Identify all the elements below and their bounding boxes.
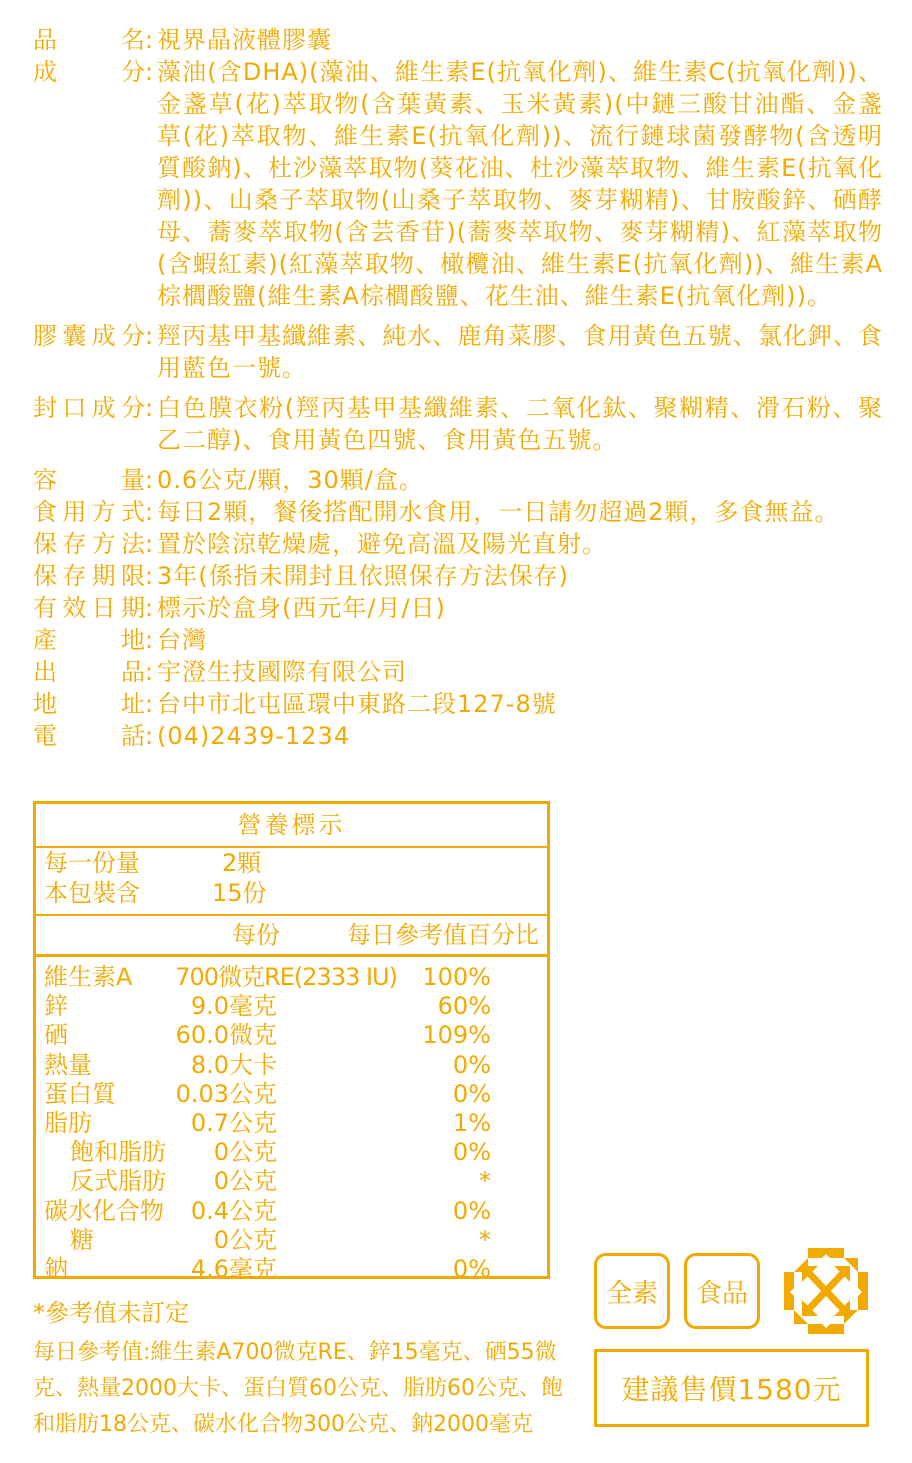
nutrient-amount: 0公克 (213, 1225, 277, 1254)
info-colon: : (145, 722, 154, 750)
nutrient-amount: 0.7公克 (190, 1108, 277, 1137)
nutrition-title: 營養標示 (36, 804, 547, 848)
info-label: 保 存 期 限 (33, 562, 145, 590)
recycle-icon (784, 1248, 868, 1334)
info-colon: : (145, 594, 154, 622)
info-label: 產 地 (33, 626, 145, 654)
info-row (33, 720, 883, 752)
nutrient-percent: 0% (452, 1254, 491, 1283)
info-colon: : (145, 466, 154, 494)
serving-info (36, 848, 547, 916)
info-row (33, 392, 883, 456)
nutrient-percent: 0% (452, 1079, 491, 1108)
nutrient-amount: 0公克 (213, 1138, 277, 1167)
info-label: 封 口 成 分 (33, 394, 145, 422)
nutrient-percent: 0% (452, 1196, 491, 1225)
nutrition-row (36, 1197, 547, 1226)
nutrition-header (36, 916, 547, 957)
product-info (33, 24, 883, 752)
nutrition-row (36, 1051, 547, 1080)
nutrition-table (33, 801, 550, 1283)
info-label: 成 分 (33, 58, 145, 86)
nutrient-name: 鈉 (44, 1254, 68, 1283)
info-row (33, 624, 883, 656)
nutrient-percent: 109% (422, 1021, 491, 1050)
info-row (33, 592, 883, 624)
info-row (33, 56, 883, 312)
nutrient-percent: 0% (452, 1050, 491, 1079)
info-colon: : (145, 58, 154, 86)
nutrient-percent: 100% (422, 963, 491, 991)
info-colon: : (145, 530, 154, 558)
info-value: 視界晶液體膠囊 (157, 26, 332, 54)
info-colon: : (145, 690, 154, 718)
nutrient-name: 反式脂肪 (70, 1167, 166, 1196)
info-label: 電 話 (33, 722, 145, 750)
nutrition-row (36, 1021, 547, 1050)
info-label: 出 品 (33, 658, 145, 686)
nutrient-percent: 0% (452, 1138, 491, 1167)
info-colon: : (145, 658, 154, 686)
info-label: 膠 囊 成 分 (33, 322, 145, 350)
info-value: 每日2顆，餐後搭配開水食用，一日請勿超過2顆，多食無益。 (157, 498, 840, 526)
nutrition-row (36, 1167, 547, 1196)
info-value: 台中市北屯區環中東路二段127-8號 (157, 690, 557, 718)
info-value: (04)2439-1234 (157, 722, 351, 750)
info-row (33, 320, 883, 384)
info-value: 標示於盒身(西元年/月/日) (157, 594, 446, 622)
info-value: 羥丙基甲基纖維素、純水、鹿角菜膠、食用黃色五號、氯化鉀、食用藍色一號。 (157, 322, 883, 382)
info-row (33, 560, 883, 592)
nutrient-amount: 0.4公克 (190, 1196, 277, 1225)
nutrient-percent: * (479, 1225, 491, 1254)
nutrient-name: 碳水化合物 (44, 1196, 164, 1225)
nutrient-amount: 4.6毫克 (190, 1254, 277, 1283)
pack-label: 本包裝含 (44, 879, 140, 907)
info-row (33, 528, 883, 560)
nutrient-percent: * (479, 1167, 491, 1196)
info-row (33, 496, 883, 528)
serving-value: 2顆 (222, 849, 262, 877)
nutrient-amount: 0公克 (213, 1167, 277, 1196)
footnote: *參考值未訂定 (33, 1299, 189, 1327)
info-label: 食 用 方 式 (33, 498, 145, 526)
nutrient-name: 熱量 (44, 1050, 92, 1079)
info-value: 白色膜衣粉(羥丙基甲基纖維素、二氧化鈦、聚糊精、滑石粉、聚乙二醇)、食用黃色四號、食用黃色五號。 (157, 394, 883, 454)
info-label: 保 存 方 法 (33, 530, 145, 558)
info-row (33, 24, 883, 56)
nutrient-name: 飽和脂肪 (70, 1138, 166, 1167)
nutrition-row (36, 963, 547, 992)
nutrient-name: 蛋白質 (44, 1079, 116, 1108)
vegan-badge: 全素 (594, 1253, 670, 1329)
info-label: 有 效 日 期 (33, 594, 145, 622)
nutrient-name: 硒 (44, 1021, 68, 1050)
nutrient-percent: 60% (437, 992, 491, 1021)
nutrition-rows (36, 957, 547, 1284)
nutrition-row (36, 1138, 547, 1167)
info-value: 0.6公克/顆，30顆/盒。 (157, 466, 424, 494)
col-per-serving: 每份 (232, 921, 280, 949)
info-row (33, 656, 883, 688)
nutrition-row (36, 1109, 547, 1138)
info-colon: : (145, 498, 154, 526)
info-value: 3年(係指未開封且依照保存方法保存) (157, 562, 569, 590)
info-row (33, 688, 883, 720)
info-row (33, 464, 883, 496)
info-label: 品 名 (33, 26, 145, 54)
nutrition-row (36, 992, 547, 1021)
serving-label: 每一份量 (44, 849, 140, 877)
info-value: 藻油(含DHA)(藻油、維生素E(抗氧化劑)、維生素C(抗氧化劑))、金盞草(花)萃取物(含葉黃素、玉米黃素)(中鏈三酸甘油酯、金盞草(花)萃取物、維生素E(抗氧化劑))、流行鏈球菌發酵物(含透明質酸鈉)、杜沙藻萃取物(葵花油、杜沙藻萃取物、維生素E(抗氧化劑))、山桑子萃取物(山桑子萃取物、麥芽糊精)、甘胺酸鋅、硒酵母、蕎麥萃取物(含芸香苷)(蕎麥萃取物、麥芽糊精)、紅藻萃取物(含蝦紅素)(紅藻萃取物、橄欖油、維生素E(抗氧化劑))、維生素A棕櫚酸鹽(維生素A棕櫚酸鹽、花生油、維生素E(抗氧化劑))。 (157, 58, 883, 310)
nutrient-amount: 9.0毫克 (190, 992, 277, 1021)
footer-notes (33, 1295, 563, 1443)
nutrition-row (36, 1255, 547, 1284)
nutrient-name: 脂肪 (44, 1108, 92, 1137)
nutrient-amount: 60.0微克 (175, 1021, 277, 1050)
nutrient-percent: 1% (452, 1108, 491, 1137)
daily-reference: 每日參考值:維生素A700微克RE、鋅15毫克、硒55微克、熱量2000大卡、蛋白質60公克、脂肪60公克、飽和脂肪18公克、碳水化合物300公克、鈉2000毫克 (33, 1340, 563, 1437)
info-colon: : (145, 322, 154, 350)
nutrient-amount: 0.03公克 (175, 1079, 277, 1108)
pack-value: 15份 (212, 879, 267, 907)
info-value: 置於陰涼乾燥處，避免高溫及陽光直射。 (157, 530, 607, 558)
nutrient-name: 糖 (70, 1225, 94, 1254)
info-colon: : (145, 26, 154, 54)
info-colon: : (145, 394, 154, 422)
col-daily-value: 每日參考值百分比 (347, 921, 539, 949)
info-colon: : (145, 562, 154, 590)
nutrient-name: 維生素A (44, 963, 133, 991)
nutrition-row (36, 1080, 547, 1109)
info-label: 地 址 (33, 690, 145, 718)
nutrition-row (36, 1226, 547, 1255)
nutrient-name: 鋅 (44, 992, 68, 1021)
nutrient-amount: 8.0大卡 (190, 1050, 277, 1079)
nutrient-amount: 700微克RE(2333 IU) (175, 963, 397, 991)
info-value: 台灣 (157, 626, 207, 654)
suggested-price: 建議售價1580元 (594, 1349, 869, 1427)
info-colon: : (145, 626, 154, 654)
food-badge: 食品 (684, 1253, 760, 1329)
info-label: 容 量 (33, 466, 145, 494)
info-value: 宇澄生技國際有限公司 (157, 658, 407, 686)
